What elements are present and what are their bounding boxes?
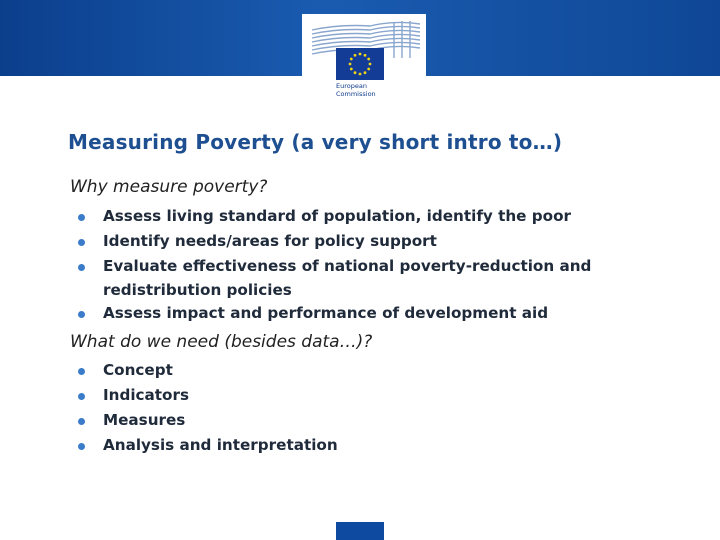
bullet-dot-icon xyxy=(78,239,85,246)
list-item: Measures xyxy=(78,408,338,433)
bullet-dot-icon xyxy=(78,443,85,450)
bullet-dot-icon xyxy=(78,311,85,318)
bullet-list-what xyxy=(78,358,338,458)
list-item: Assess living standard of population, identify the poor xyxy=(78,204,591,229)
footer-bar xyxy=(336,522,384,540)
logo-caption xyxy=(336,82,376,98)
list-item: Analysis and interpretation xyxy=(78,433,338,458)
european-commission-logo xyxy=(302,14,426,100)
bullet-list-why xyxy=(78,204,591,326)
list-item: Identify needs/areas for policy support xyxy=(78,229,591,254)
list-item: Evaluate effectiveness of national poverty-reduction and redistribution policies xyxy=(78,254,591,301)
eu-flag-icon xyxy=(336,48,384,80)
list-item: Indicators xyxy=(78,383,338,408)
bullet-dot-icon xyxy=(78,214,85,221)
section-heading-why: Why measure poverty? xyxy=(70,177,268,197)
list-item: Concept xyxy=(78,358,338,383)
list-item: Assess impact and performance of development aid xyxy=(78,301,591,326)
section-heading-what: What do we need (besides data…)? xyxy=(70,332,373,352)
bullet-dot-icon xyxy=(78,393,85,400)
bullet-dot-icon xyxy=(78,368,85,375)
list-item-continuation: redistribution policies xyxy=(103,281,292,299)
logo-line-1: European xyxy=(336,82,367,90)
bullet-dot-icon xyxy=(78,418,85,425)
logo-line-2: Commission xyxy=(336,90,376,98)
slide-title: Measuring Poverty (a very short intro to…) xyxy=(68,130,563,154)
bullet-dot-icon xyxy=(78,264,85,271)
